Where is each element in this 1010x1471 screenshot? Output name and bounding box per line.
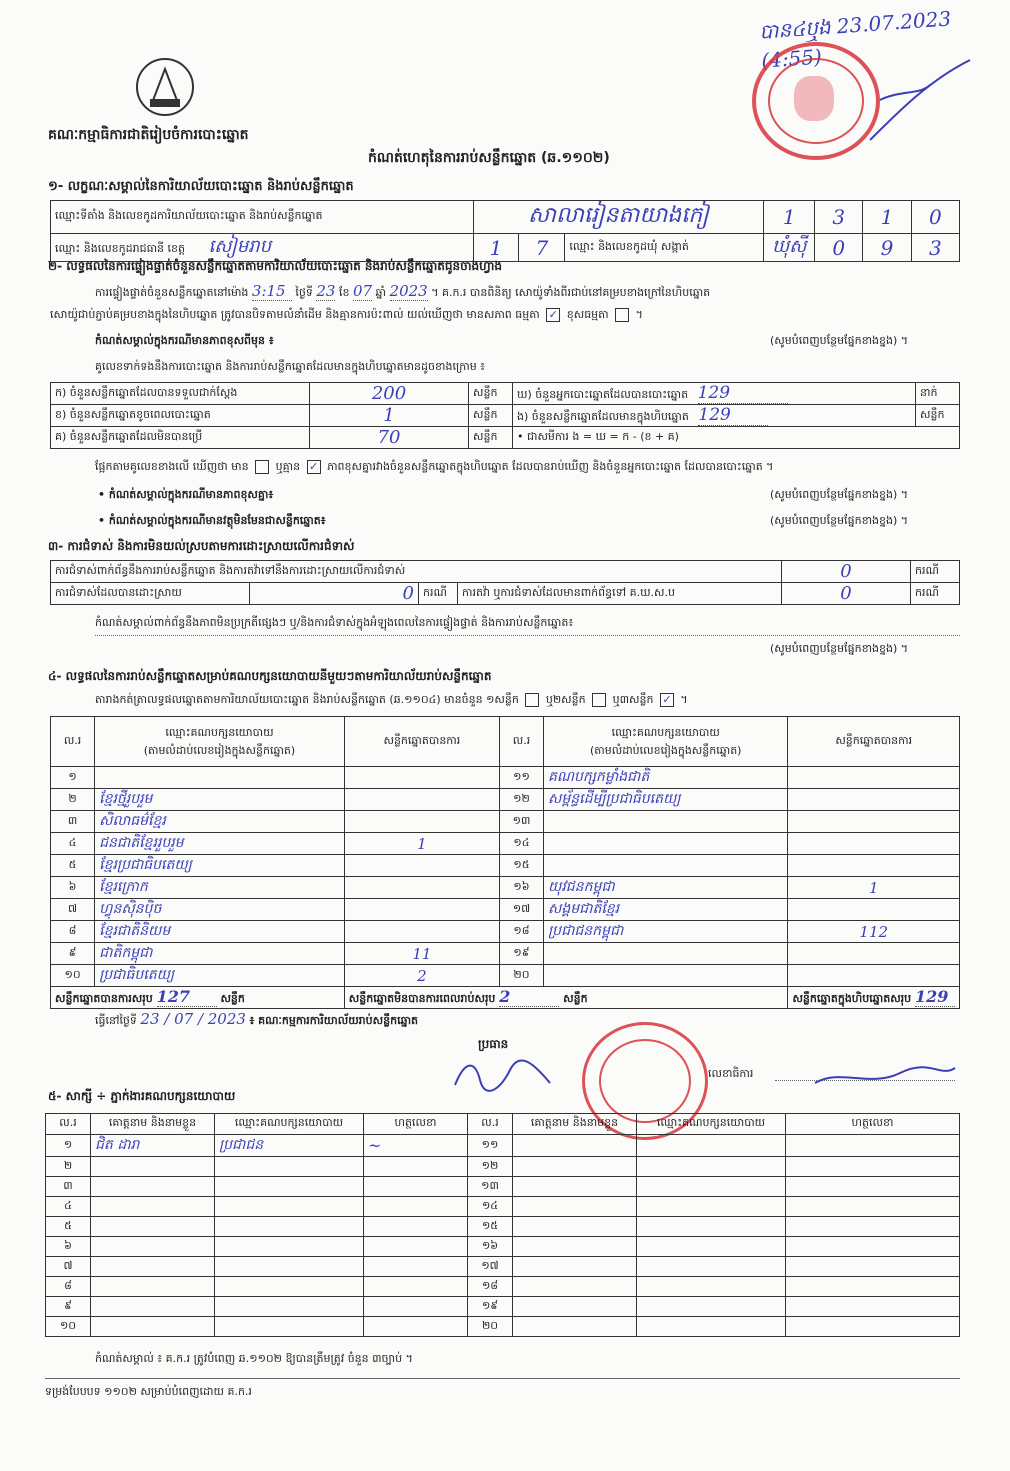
witness-no: ១៨ — [468, 1277, 513, 1297]
result-no: ១៤ — [499, 833, 543, 855]
result-votes: 112 — [788, 921, 960, 943]
emblem-logo — [130, 55, 200, 120]
seal-abnormal-checkbox[interactable] — [615, 308, 629, 322]
appeal-unit: ករណី — [911, 583, 960, 605]
result-party — [544, 833, 788, 855]
figures-table — [50, 382, 960, 449]
secretary-signature — [810, 1058, 960, 1098]
witness-sign — [786, 1217, 960, 1237]
witness-party — [215, 1317, 364, 1337]
witness-no: ១៦ — [468, 1237, 513, 1257]
result-votes — [788, 767, 960, 789]
witness-no: ១៤ — [468, 1197, 513, 1217]
w-col-party-left: ឈ្មោះគណបក្សនយោបាយ — [215, 1114, 364, 1135]
result-votes — [788, 899, 960, 921]
row-ng-value: 129 — [698, 383, 788, 404]
witness-name — [513, 1177, 637, 1197]
result-party: សិលាធម៌ខ្មែរ — [95, 811, 345, 833]
witness-name: ជិត ដារា — [91, 1135, 215, 1157]
table-row — [51, 899, 960, 921]
table-row — [51, 921, 960, 943]
witness-no: ៦ — [46, 1237, 91, 1257]
witness-no: ៩ — [46, 1297, 91, 1317]
col-votes-left: សន្លឹកឆ្នោតបានការ — [344, 717, 499, 767]
table-row — [46, 1157, 960, 1177]
table-row — [46, 1317, 960, 1337]
witness-sign — [364, 1237, 468, 1257]
section3-heading: ៣- ការជំទាស់ និងការមិនយល់ស្របតាមការដោះស្រាយលើការជំទាស់ — [48, 539, 355, 553]
location-code-4: 0 — [911, 201, 959, 234]
row-ng-label: ឃ) ចំនួនអ្នកបោះឆ្នោតដែលបានបោះឆ្នោត 129 — [513, 383, 916, 405]
witness-sign — [364, 1277, 468, 1297]
diff-yes-checkbox[interactable] — [255, 460, 269, 474]
committee-name: គណៈកម្មាធិការជាតិរៀបចំការបោះឆ្នោត — [48, 127, 249, 143]
witness-sign — [786, 1297, 960, 1317]
witness-party: ប្រជាជន — [215, 1135, 364, 1157]
col-party-right: ឈ្មោះគណបក្សនយោបាយ (តាមលំដាប់លេខរៀងក្នុងសន្លឹកឆ្នោត) — [544, 717, 788, 767]
resolved-value: 0 — [250, 583, 419, 605]
total-invalid: សន្លឹកឆ្នោតមិនបានការពេលរាប់សរុប 2 សន្លឹក — [344, 987, 788, 1009]
witness-party — [637, 1277, 786, 1297]
col-votes-right: សន្លឹកឆ្នោតបានការ — [788, 717, 960, 767]
result-party: គណបក្សកម្លាំងជាតិ — [544, 767, 788, 789]
seal-note-label: កំណត់សម្គាល់ក្នុងករណីមានភាពខុសពីមុន ៖ — [95, 334, 274, 347]
table-row — [46, 1277, 960, 1297]
made-date: 23 / 07 / 2023 — [140, 1010, 246, 1028]
witness-no: ៣ — [46, 1177, 91, 1197]
result-votes — [344, 767, 499, 789]
col-party-left: ឈ្មោះគណបក្សនយោបាយ (តាមលំដាប់លេខរៀងក្នុងសន្លឹកឆ្នោត) — [95, 717, 345, 767]
objection-value: 0 — [782, 561, 911, 583]
president-label: ប្រធាន — [478, 1037, 509, 1051]
result-no: ១៨ — [499, 921, 543, 943]
witness-sign — [786, 1135, 960, 1157]
result-party: ជាតិកម្ពុជា — [95, 943, 345, 965]
witness-name — [91, 1297, 215, 1317]
row-ch-label: ង) ចំនួនសន្លឹកឆ្នោតដែលមានក្នុងហិបឆ្នោត 129 — [513, 405, 916, 427]
result-no: ១៥ — [499, 855, 543, 877]
result-party — [544, 965, 788, 987]
witness-sign — [364, 1157, 468, 1177]
result-party: ហ្វុនស៊ិនប៉ិច — [95, 899, 345, 921]
seal-normal-checkbox[interactable]: ✓ — [546, 308, 560, 322]
witness-name — [91, 1157, 215, 1177]
resolved-unit: ករណី — [419, 583, 458, 605]
total-invalid-value: 2 — [499, 987, 559, 1007]
w-col-sign-left: ហត្ថលេខា — [364, 1114, 468, 1135]
table-row — [51, 855, 960, 877]
result-party: សង្គមជាតិខ្មែរ — [544, 899, 788, 921]
table-row — [46, 1217, 960, 1237]
difference-line: ផ្អែកតាមគូលេខខាងលើ ឃើញថា មាន ឬគ្មាន ✓ ភាពខុសគ្នារវាងចំនួនសន្លឹកឆ្នោតក្នុងហិបឆ្នោត ដែលបានរាប់ឃើញ និងចំនួនអ្នកបោះឆ្នោត ដែលបានបោះឆ្នោត ។ — [95, 460, 774, 473]
result-party — [544, 855, 788, 877]
witness-name — [513, 1297, 637, 1317]
result-no: ១៦ — [499, 877, 543, 899]
location-code-2: 3 — [815, 201, 863, 234]
witness-no: ៨ — [46, 1277, 91, 1297]
note-line — [95, 635, 960, 636]
w-col-no-right: ល.រ — [468, 1114, 513, 1135]
result-votes — [344, 899, 499, 921]
witness-name — [91, 1197, 215, 1217]
row-kh-label: ខ) ចំនួនសន្លឹកឆ្នោតខូចពេលបោះឆ្នោត — [51, 405, 310, 427]
result-party: យុវជនកម្ពុជា — [544, 877, 788, 899]
witness-name — [91, 1237, 215, 1257]
result-no: ៣ — [51, 811, 95, 833]
sheets-3-checkbox[interactable]: ✓ — [660, 693, 674, 707]
col-no-right: ល.រ — [499, 717, 543, 767]
result-party — [95, 767, 345, 789]
witness-name — [513, 1277, 637, 1297]
table-row — [51, 943, 960, 965]
table-row — [51, 811, 960, 833]
w-col-name-right: គោត្តនាម និងនាមខ្លួន — [513, 1114, 637, 1135]
table-row — [46, 1135, 960, 1157]
witness-sign — [364, 1217, 468, 1237]
witness-no: ១២ — [468, 1157, 513, 1177]
objection-label: ការជំទាស់ពាក់ព័ន្ធនឹងការរាប់សន្លឹកឆ្នោត និងការតវ៉ាទៅនឹងការដោះស្រាយលើការជំទាស់ — [51, 561, 782, 583]
result-no: ៨ — [51, 921, 95, 943]
row-k-unit: សន្លឹក — [469, 383, 513, 405]
witness-sign — [364, 1317, 468, 1337]
result-votes — [344, 811, 499, 833]
witness-sign — [364, 1257, 468, 1277]
witness-name — [513, 1197, 637, 1217]
verify-year: 2023 — [389, 282, 428, 300]
table-row — [51, 833, 960, 855]
result-votes — [788, 833, 960, 855]
seal-note-fill: (សូមបំពេញបន្ថែមផ្នែកខាងខ្នង) ។ — [770, 334, 909, 347]
total-valid-value: 127 — [157, 987, 217, 1007]
witness-no: ១១ — [468, 1135, 513, 1157]
corner-note: បាន៤ឬង 23.07.2023 (4:55) — [758, 6, 952, 73]
result-votes — [788, 965, 960, 987]
result-party: សម្ព័ន្ធដើម្បីប្រជាធិបតេយ្យ — [544, 789, 788, 811]
row-ng-unit: នាក់ — [916, 383, 960, 405]
row-kh-value: 1 — [310, 405, 469, 427]
witness-party — [637, 1177, 786, 1197]
result-votes: 2 — [344, 965, 499, 987]
table-row — [46, 1197, 960, 1217]
location-value: សាលារៀនតាយាងកៀ — [473, 201, 764, 234]
table-row — [51, 877, 960, 899]
result-no: ៤ — [51, 833, 95, 855]
footer-form-id: ទម្រង់បែបបទ ១១០២ សម្រាប់បំពេញដោយ គ.ក.រ — [45, 1385, 252, 1398]
witness-sign — [364, 1177, 468, 1197]
witness-party — [637, 1257, 786, 1277]
table-row — [51, 965, 960, 987]
witness-no: ១០ — [46, 1317, 91, 1337]
section1-heading: ១- លក្ខណៈសម្គាល់នៃការិយាល័យបោះឆ្នោត និងរាប់សន្លឹកឆ្នោត — [48, 179, 354, 194]
result-party: ខ្មែរថ្មីរួបរួម — [95, 789, 345, 811]
witness-name — [513, 1237, 637, 1257]
verification-line: ការផ្ទៀងផ្ទាត់ចំនួនសន្លឹកឆ្នោតនៅម៉ោង 3:15 ថ្ងៃទី 23 ខែ 07 ឆ្នាំ 2023 ។ គ.ក.រ បានពិនិត្យ សោយ៉ូទាំងពីរជាប់នៅគម្របខាងក្រៅនៃហិបឆ្នោត — [95, 282, 711, 300]
result-no: ១៧ — [499, 899, 543, 921]
location-code-3: 1 — [863, 201, 911, 234]
result-votes — [344, 877, 499, 899]
row-g-label: គ) ចំនួនសន្លឹកឆ្នោតដែលមិនបានប្រើ — [51, 427, 310, 449]
witness-party — [215, 1157, 364, 1177]
signature-scribble-top — [860, 40, 980, 150]
secretary-label: លេខាធិការ — [708, 1067, 754, 1080]
result-votes: 1 — [788, 877, 960, 899]
verify-month: 07 — [352, 282, 373, 300]
result-no: ១១ — [499, 767, 543, 789]
total-box: សន្លឹកឆ្នោតក្នុងហិបឆ្នោតសរុប 129 — [788, 987, 960, 1009]
row-g-unit: សន្លឹក — [469, 427, 513, 449]
section5-heading: ៥- សាក្សី ÷ ភ្នាក់ងារគណបក្សនយោបាយ — [48, 1089, 236, 1103]
witness-party — [215, 1277, 364, 1297]
appeal-label: ការតវ៉ា ឬការជំទាស់ដែលមានពាក់ព័ន្ធទៅ គ.ឃ.ស.ប — [458, 583, 782, 605]
result-party: ប្រជាធិបតេយ្យ — [95, 965, 345, 987]
witness-party — [215, 1217, 364, 1237]
result-votes: 11 — [344, 943, 499, 965]
irregularity-fill: (សូមបំពេញបន្ថែមផ្នែកខាងខ្នង) ។ — [770, 642, 909, 655]
w-col-no-left: ល.រ — [46, 1114, 91, 1135]
result-votes — [788, 855, 960, 877]
commune-code-1: 0 — [815, 234, 863, 262]
witness-name — [513, 1217, 637, 1237]
section2-heading: ២- លទ្ធផលនៃការផ្ទៀងផ្ទាត់ចំនួនសន្លឹកឆ្នោតតាមការិយាល័យបោះឆ្នោត និងរាប់សន្លឹកឆ្នោតជូនចាងហ្វាង — [48, 259, 503, 273]
witness-party — [637, 1297, 786, 1317]
witness-party — [637, 1197, 786, 1217]
table-row — [46, 1297, 960, 1317]
witness-sign: ~ — [364, 1135, 468, 1157]
page-title: កំណត់ហេតុនៃការរាប់សន្លឹកឆ្នោត (ឆ.១១០២) — [368, 150, 610, 166]
witness-name — [91, 1217, 215, 1237]
witness-party — [637, 1217, 786, 1237]
w-col-name-left: គោត្តនាម និងនាមខ្លួន — [91, 1114, 215, 1135]
witness-party — [215, 1237, 364, 1257]
witness-party — [637, 1135, 786, 1157]
appeal-value: 0 — [782, 583, 911, 605]
witness-party — [637, 1317, 786, 1337]
row-k-label: ក) ចំនួនសន្លឹកឆ្នោតដែលបានទទួលជាក់ស្តែង — [51, 383, 310, 405]
col-no-left: ល.រ — [51, 717, 95, 767]
result-votes — [344, 921, 499, 943]
table-row — [46, 1257, 960, 1277]
table-row — [46, 1237, 960, 1257]
witness-sign — [786, 1197, 960, 1217]
commune-label: ឈ្មោះ និងលេខកូដឃុំ សង្កាត់ — [565, 234, 764, 262]
seal-line: សោយ៉ូជាប់ភ្ជាប់គម្របខាងក្នុងនៃហិបឆ្នោត ត្រូវបានបិទតាមលំនាំដើម និងគ្មានការប៉ះពាល់ យល់ឃើញថា មានសភាព ធម្មតា ✓ ខុសធម្មតា ។ — [50, 308, 643, 321]
witness-name — [513, 1317, 637, 1337]
result-no: ២ — [51, 789, 95, 811]
footer-note: កំណត់សម្គាល់ ៖ គ.ក.រ ត្រូវបំពេញ ឆ.១១០២ ឱ្យបានត្រឹមត្រូវ ចំនួន ៣ច្បាប់ ។ — [95, 1352, 413, 1365]
location-code-1: 1 — [764, 201, 815, 234]
witness-no: ១៣ — [468, 1177, 513, 1197]
row-kh-unit: សន្លឹក — [469, 405, 513, 427]
witness-name — [513, 1157, 637, 1177]
result-votes — [344, 789, 499, 811]
witness-name — [91, 1317, 215, 1337]
province-value: សៀមរាប — [208, 236, 271, 257]
objections-table — [50, 560, 960, 605]
witness-no: ១៩ — [468, 1297, 513, 1317]
row-ch-value: 129 — [698, 405, 768, 426]
witness-party — [215, 1297, 364, 1317]
witness-sign — [786, 1257, 960, 1277]
commune-code-3: 3 — [911, 234, 959, 262]
sheets-2-checkbox[interactable] — [592, 693, 606, 707]
witness-party — [215, 1257, 364, 1277]
result-no: ១ — [51, 767, 95, 789]
result-votes — [788, 943, 960, 965]
witness-no: ៥ — [46, 1217, 91, 1237]
witness-party — [637, 1157, 786, 1177]
table-row — [46, 1177, 960, 1197]
verify-time: 3:15 — [252, 282, 292, 301]
resolved-label: ការជំទាស់ដែលបានដោះស្រាយ — [51, 583, 250, 605]
result-no: ១២ — [499, 789, 543, 811]
witness-name — [91, 1177, 215, 1197]
diff-no-checkbox[interactable]: ✓ — [307, 460, 321, 474]
witness-sign — [786, 1237, 960, 1257]
result-party: ខ្មែរប្រជាធិបតេយ្យ — [95, 855, 345, 877]
footer-rule — [45, 1378, 960, 1379]
verify-day: 23 — [316, 282, 336, 300]
result-no: ១៩ — [499, 943, 543, 965]
results-table — [50, 716, 960, 1009]
witness-party — [215, 1177, 364, 1197]
witness-no: ១ — [46, 1135, 91, 1157]
row-k-value: 200 — [310, 383, 469, 405]
witness-name — [513, 1257, 637, 1277]
witness-name — [513, 1135, 637, 1157]
result-no: ១០ — [51, 965, 95, 987]
witness-no: ១៧ — [468, 1257, 513, 1277]
total-valid: សន្លឹកឆ្នោតបានការសរុប 127 សន្លឹក — [51, 987, 345, 1009]
result-no: ៧ — [51, 899, 95, 921]
witness-party — [215, 1197, 364, 1217]
witness-party — [637, 1237, 786, 1257]
province-code-1: 1 — [473, 234, 519, 262]
figures-intro: គូលេខទាក់ទងនឹងការបោះឆ្នោត និងការរាប់សន្លឹកឆ្នោតដែលមានក្នុងហិបឆ្នោតមានដូចខាងក្រោម ៖ — [95, 360, 486, 373]
witness-sign — [786, 1277, 960, 1297]
witness-no: ៤ — [46, 1197, 91, 1217]
president-signature — [450, 1055, 560, 1095]
result-party: ជនជាតិខ្មែររួបរួម — [95, 833, 345, 855]
witness-table — [45, 1113, 960, 1337]
result-no: ២០ — [499, 965, 543, 987]
result-votes — [344, 855, 499, 877]
province-label: ឈ្មោះ និងលេខកូដរាជធានី ខេត្ត សៀមរាប — [51, 234, 474, 262]
witness-name — [91, 1277, 215, 1297]
result-party — [544, 811, 788, 833]
commune-value: ឃុំស៊ី — [764, 234, 815, 262]
row-g-value: 70 — [310, 427, 469, 449]
witness-sign — [786, 1317, 960, 1337]
witness-sign — [364, 1297, 468, 1317]
table-row — [51, 767, 960, 789]
diff-note-fill: (សូមបំពេញបន្ថែមផ្នែកខាងខ្នង) ។ — [770, 488, 909, 501]
results-intro: តារាងកត់ត្រាលទ្ធផលឆ្នោតតាមការិយាល័យបោះឆ្នោត និងរាប់សន្លឹកឆ្នោត (ឆ.១១០៤) មានចំនួន ១សន្លឹក ឬ២សន្លឹក ឬ៣សន្លឹក ✓ ។ — [95, 693, 688, 706]
made-on-line: ធ្វើនៅថ្ងៃទី 23 / 07 / 2023 ៖ គណៈកម្មការការិយាល័យរាប់សន្លឹកឆ្នោត — [95, 1010, 419, 1028]
result-party: ខ្មែរក្រោក — [95, 877, 345, 899]
result-no: ១៣ — [499, 811, 543, 833]
formula: • ជាសមីការ ង = ឃ = ក - (ខ + គ) — [513, 427, 960, 449]
total-box-value: 129 — [915, 987, 955, 1007]
result-no: ៩ — [51, 943, 95, 965]
object-note-label: • កំណត់សម្គាល់ក្នុងករណីមានវត្ថុមិនមែនជាសន្លឹកឆ្នោត៖ — [98, 514, 326, 527]
witness-no: ១៥ — [468, 1217, 513, 1237]
result-party — [544, 943, 788, 965]
table-row — [51, 789, 960, 811]
witness-name — [91, 1257, 215, 1277]
result-votes — [788, 811, 960, 833]
row-ch-unit: សន្លឹក — [916, 405, 960, 427]
object-note-fill: (សូមបំពេញបន្ថែមផ្នែកខាងខ្នង) ។ — [770, 514, 909, 527]
result-no: ៦ — [51, 877, 95, 899]
witness-sign — [364, 1197, 468, 1217]
result-no: ៥ — [51, 855, 95, 877]
result-party: ប្រជាជនកម្ពុជា — [544, 921, 788, 943]
w-col-party-right: ឈ្មោះគណបក្សនយោបាយ — [637, 1114, 786, 1135]
witness-sign — [786, 1177, 960, 1197]
section1-table — [50, 200, 960, 262]
objection-unit: ករណី — [911, 561, 960, 583]
w-col-sign-right: ហត្ថលេខា — [786, 1114, 960, 1135]
province-code-2: 7 — [519, 234, 565, 262]
witness-no: ៧ — [46, 1257, 91, 1277]
witness-no: ២០ — [468, 1317, 513, 1337]
section4-heading: ៤- លទ្ធផលនៃការរាប់សន្លឹកឆ្នោតសម្រាប់គណបក្សនយោបាយនីមួយៗតាមការិយាល័យរាប់សន្លឹកឆ្នោត — [48, 669, 492, 683]
location-label: ឈ្មោះទីតាំង និងលេខកូដការិយាល័យបោះឆ្នោត និងរាប់សន្លឹកឆ្នោត — [51, 201, 474, 234]
result-votes: 1 — [344, 833, 499, 855]
witness-sign — [786, 1157, 960, 1177]
diff-note-label: • កំណត់សម្គាល់ក្នុងករណីមានភាពខុសគ្នា៖ — [98, 488, 274, 501]
commune-code-2: 9 — [863, 234, 911, 262]
witness-no: ២ — [46, 1157, 91, 1177]
irregularity-note: កំណត់សម្គាល់ពាក់ព័ន្ធនឹងភាពមិនប្រក្រតីផ្សេងៗ ឬ/និងការជំទាស់ក្នុងអំឡុងពេលនៃការផ្ទៀងផ្ទាត់ និងការរាប់សន្លឹកឆ្នោត៖ — [95, 616, 574, 629]
result-votes — [788, 789, 960, 811]
sheets-1-checkbox[interactable] — [525, 693, 539, 707]
result-party: ខ្មែរជាតិនិយម — [95, 921, 345, 943]
